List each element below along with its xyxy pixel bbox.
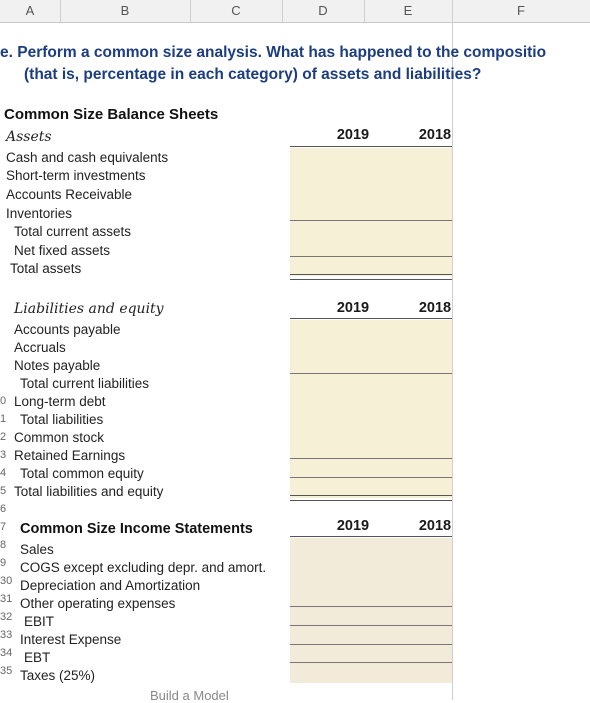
- liability-row: Total common equity: [20, 466, 144, 481]
- liability-row: Common stock: [14, 430, 105, 445]
- asset-row: Accounts Receivable: [6, 187, 133, 202]
- row-number[interactable]: 32: [0, 611, 13, 623]
- column-header-bar: [0, 0, 590, 23]
- asset-row: Net fixed assets: [14, 243, 111, 258]
- assets-subtotal-line: [290, 220, 452, 221]
- liab-header-underline: [290, 318, 452, 319]
- asset-row: Total current assets: [14, 224, 132, 239]
- income-row: Taxes (25%): [20, 668, 96, 683]
- asset-row: Short-term investments: [6, 168, 146, 183]
- row-number[interactable]: 6: [0, 503, 7, 515]
- question-line-2: (that is, percentage in each category) of assets and liabilities?: [24, 66, 482, 83]
- income-row: Other operating expenses: [20, 596, 176, 611]
- income-subtotal-line-4: [290, 662, 452, 663]
- liabilities-input-area[interactable]: [290, 320, 452, 498]
- gridline: [452, 22, 453, 700]
- liability-row: Total current liabilities: [20, 376, 150, 391]
- row-number[interactable]: 2: [0, 431, 7, 443]
- column-header-b[interactable]: B: [60, 0, 191, 22]
- liability-row: Long-term debt: [14, 394, 106, 409]
- liab-subtotal-line-3: [290, 477, 452, 478]
- assets-total-double-line: [290, 274, 452, 280]
- income-subtotal-line-2: [290, 625, 452, 626]
- liab-year-2018: 2018: [418, 300, 452, 316]
- row-number[interactable]: 35: [0, 665, 13, 677]
- row-number[interactable]: 0: [0, 395, 7, 407]
- income-statement-title: Common Size Income Statements: [20, 521, 253, 537]
- income-row: Interest Expense: [20, 632, 122, 647]
- liab-total-double-line: [290, 495, 452, 501]
- row-number[interactable]: 7: [0, 521, 7, 533]
- row-number[interactable]: 8: [0, 539, 7, 551]
- liab-subtotal-line: [290, 373, 452, 374]
- income-row: EBIT: [24, 614, 55, 629]
- row-number[interactable]: 4: [0, 467, 7, 479]
- income-year-2019: 2019: [336, 518, 370, 534]
- column-header-c[interactable]: C: [190, 0, 283, 22]
- column-header-f[interactable]: F: [517, 3, 525, 18]
- income-row: COGS except excluding depr. and amort.: [20, 560, 267, 575]
- liability-row: Notes payable: [14, 358, 101, 373]
- asset-row: Cash and cash equivalents: [6, 150, 169, 165]
- balance-sheet-title: Common Size Balance Sheets: [4, 106, 219, 123]
- income-year-2018: 2018: [418, 518, 452, 534]
- assets-subtotal-line-2: [290, 256, 452, 257]
- liability-row: Total liabilities and equity: [14, 484, 164, 499]
- row-number[interactable]: 5: [0, 485, 7, 497]
- liabilities-header: Liabilities and equity: [14, 301, 164, 317]
- assets-year-2018: 2018: [418, 127, 452, 143]
- income-subtotal-line-3: [290, 644, 452, 645]
- income-row: Sales: [20, 542, 54, 557]
- assets-header: Assets: [6, 129, 52, 145]
- liability-row: Total liabilities: [20, 412, 104, 427]
- row-number[interactable]: 30: [0, 575, 13, 587]
- income-row: Depreciation and Amortization: [20, 578, 201, 593]
- assets-header-underline: [290, 146, 452, 147]
- liab-subtotal-line-2: [290, 458, 452, 459]
- row-number[interactable]: 34: [0, 647, 13, 659]
- row-number[interactable]: 9: [0, 557, 7, 569]
- asset-row: Total assets: [10, 261, 82, 276]
- column-header-e[interactable]: E: [364, 0, 453, 22]
- liability-row: Accruals: [14, 340, 66, 355]
- column-header-a[interactable]: A: [0, 0, 61, 22]
- asset-row: Inventories: [6, 206, 73, 221]
- income-header-underline: [290, 536, 452, 537]
- row-number[interactable]: 33: [0, 629, 13, 641]
- sheet-tab-build-a-model[interactable]: Build a Model: [150, 688, 229, 703]
- question-line-1: e. Perform a common size analysis. What has happened to the compositio: [0, 44, 547, 61]
- row-number[interactable]: 1: [0, 413, 7, 425]
- column-header-d[interactable]: D: [282, 0, 365, 22]
- liability-row: Accounts payable: [14, 322, 121, 337]
- assets-year-2019: 2019: [336, 127, 370, 143]
- row-number[interactable]: 31: [0, 593, 13, 605]
- liab-year-2019: 2019: [336, 300, 370, 316]
- row-number[interactable]: 3: [0, 449, 7, 461]
- income-subtotal-line: [290, 606, 452, 607]
- income-row: EBT: [24, 650, 51, 665]
- liability-row: Retained Earnings: [14, 448, 126, 463]
